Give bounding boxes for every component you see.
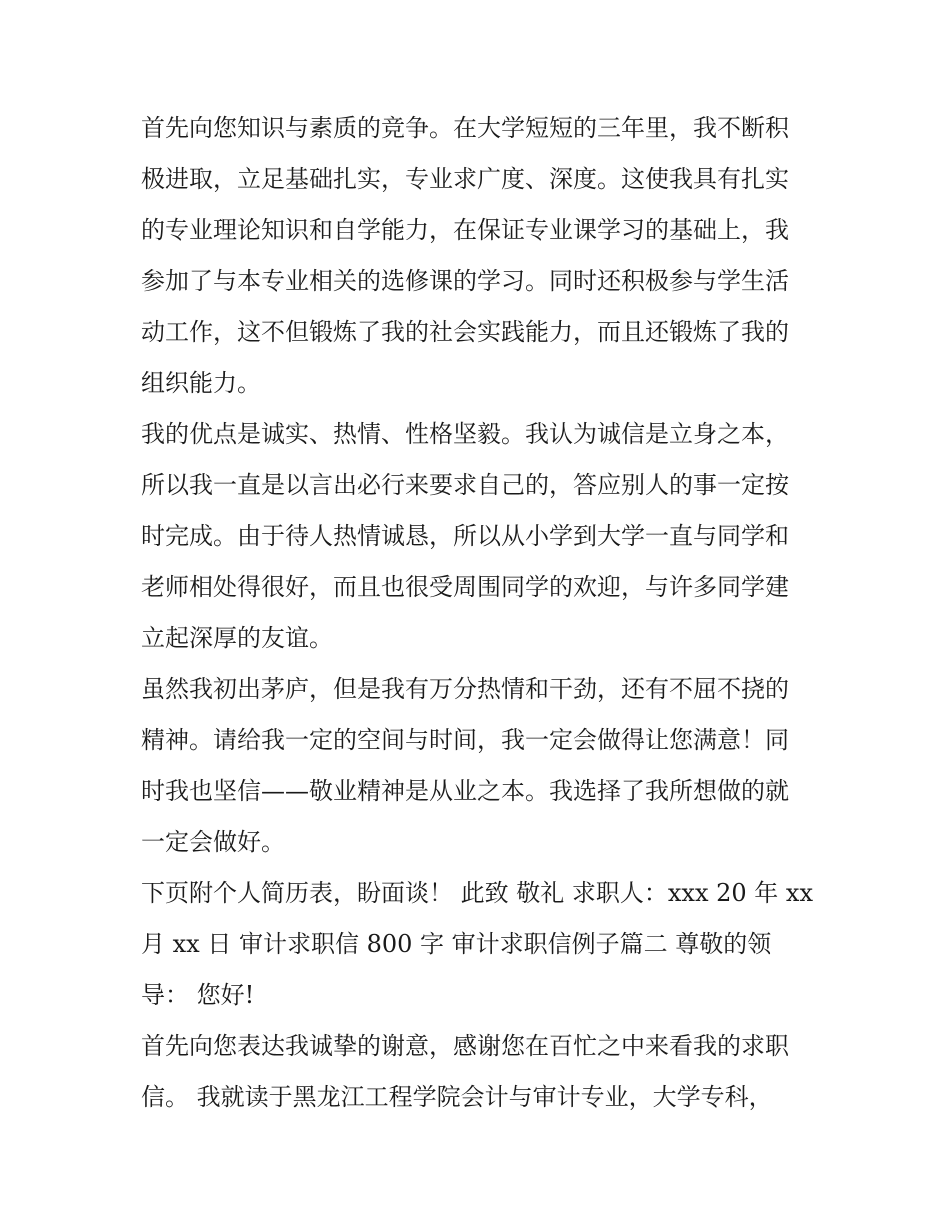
text-line: 时我也坚信——敬业精神是从业之本。我选择了我所想做的就 — [141, 777, 789, 805]
text-line: 导： 您好! — [141, 981, 255, 1009]
text-line: 一定会做好。 — [141, 828, 285, 856]
text-line: 精神。请给我一定的空间与时间，我一定会做得让您满意！同 — [141, 726, 789, 754]
text-line: 的专业理论知识和自学能力，在保证专业课学习的基础上，我 — [141, 216, 789, 244]
text-line: 下页附个人简历表，盼面谈！ 此致 敬礼 求职人：xxx 20 年 xx — [141, 879, 813, 907]
text-line: 所以我一直是以言出必行来要求自己的，答应别人的事一定按 — [141, 471, 789, 499]
text-line: 参加了与本专业相关的选修课的学习。同时还积极参与学生活 — [141, 267, 789, 295]
text-line: 首先向您表达我诚挚的谢意，感谢您在百忙之中来看我的求职 — [141, 1032, 789, 1060]
text-line: 我的优点是诚实、热情、性格坚毅。我认为诚信是立身之本， — [141, 420, 789, 448]
text-line: 组织能力。 — [141, 369, 261, 397]
text-line: 时完成。由于待人热情诚恳，所以从小学到大学一直与同学和 — [141, 522, 789, 550]
text-line: 动工作，这不但锻炼了我的社会实践能力，而且还锻炼了我的 — [141, 318, 789, 346]
text-line: 月 xx 日 审计求职信 800 字 审计求职信例子篇二 尊敬的领 — [141, 930, 772, 958]
text-line: 立起深厚的友谊。 — [141, 624, 333, 652]
text-line: 信。 我就读于黑龙江工程学院会计与审计专业，大学专科， — [141, 1083, 773, 1111]
text-line: 老师相处得很好，而且也很受周围同学的欢迎，与许多同学建 — [141, 573, 789, 601]
text-line: 极进取，立足基础扎实，专业求广度、深度。这使我具有扎实 — [141, 165, 789, 193]
text-line: 首先向您知识与素质的竞争。在大学短短的三年里，我不断积 — [141, 114, 789, 142]
text-line: 虽然我初出茅庐，但是我有万分热情和干劲，还有不屈不挠的 — [141, 675, 789, 703]
